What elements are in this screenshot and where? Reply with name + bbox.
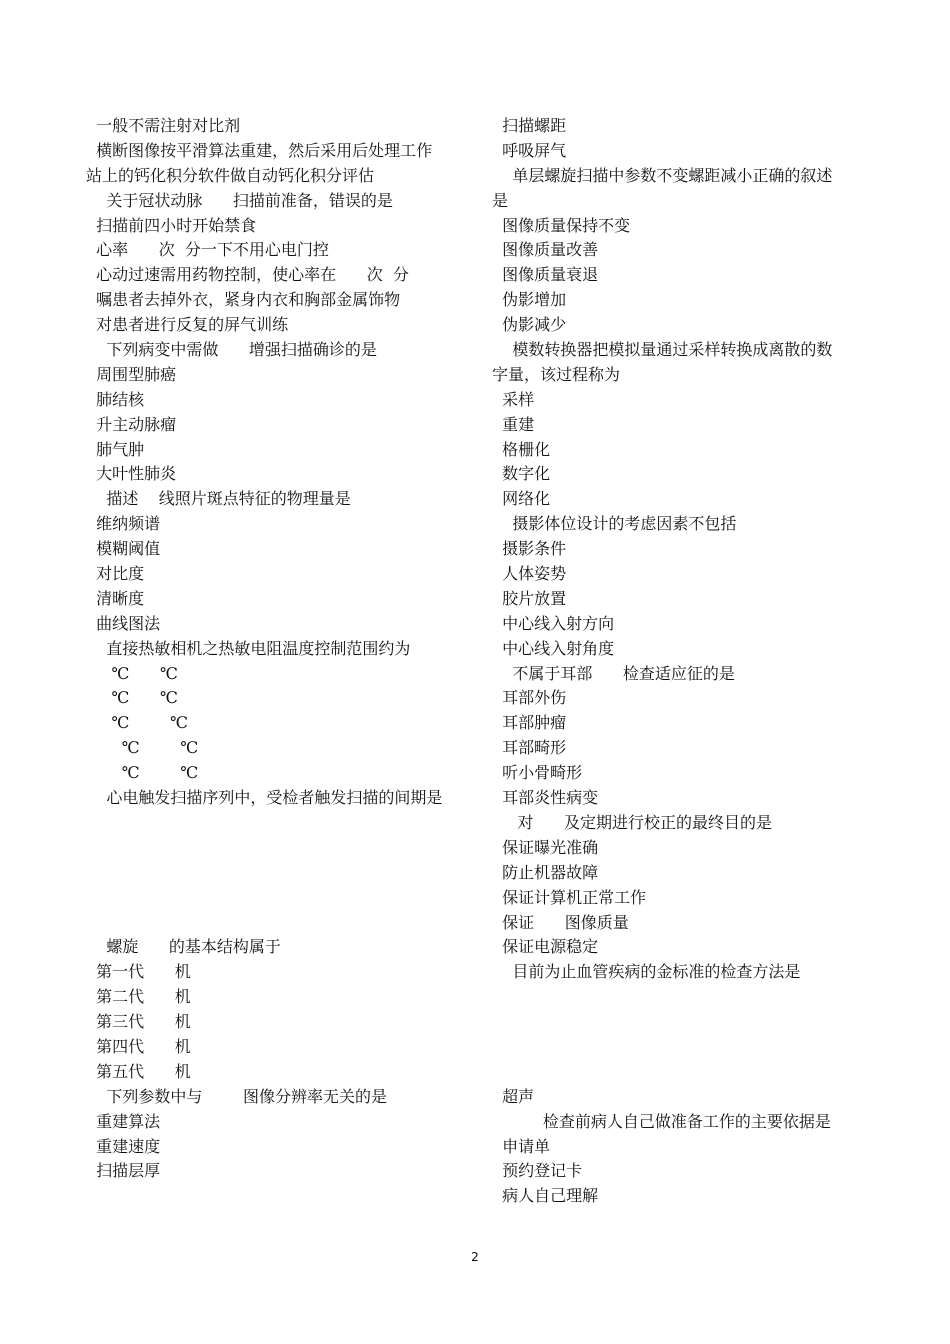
text-line: 模糊阈值 <box>86 539 161 559</box>
text-line: ℃ ℃ <box>86 763 199 783</box>
text-line: ℃ ℃ <box>86 738 199 758</box>
text-line: ℃ ℃ <box>86 688 178 708</box>
text-line: 直接热敏相机之热敏电阻温度控制范围约为 <box>86 638 411 658</box>
text-line: 心动过速需用药物控制，使心率在 次 分 <box>86 265 409 285</box>
text-line: 是 <box>492 190 509 210</box>
text-line: 升主动脉瘤 <box>86 414 177 434</box>
left-column <box>86 114 476 1184</box>
text-line: 下列参数中与 图像分辨率无关的是 <box>86 1086 388 1106</box>
text-line: 站上的钙化积分软件做自动钙化积分评估 <box>86 165 375 185</box>
text-line: 大叶性肺炎 <box>86 464 177 484</box>
text-line: 肺结核 <box>86 389 145 409</box>
text-line: 保证计算机正常工作 <box>492 887 647 907</box>
text-line: 呼吸屏气 <box>492 140 567 160</box>
page-number: 2 <box>471 1250 479 1264</box>
text-line: 人体姿势 <box>492 564 567 584</box>
text-line: 第三代 机 <box>86 1012 191 1032</box>
right-column <box>492 114 872 1209</box>
text-line: 描述 线照片斑点特征的物理量是 <box>86 489 351 509</box>
text-line: 心电触发扫描序列中，受检者触发扫描的间期是 <box>86 788 443 808</box>
text-line: 对患者进行反复的屏气训练 <box>86 315 289 335</box>
text-line: 摄影条件 <box>492 539 567 559</box>
text-line: 第二代 机 <box>86 987 191 1007</box>
text-line: 对比度 <box>86 564 145 584</box>
text-line: 检查前病人自己做准备工作的主要依据是 <box>492 1111 831 1131</box>
text-line: 一般不需注射对比剂 <box>86 116 241 135</box>
text-line: 扫描层厚 <box>86 1161 161 1181</box>
text-line: 图像质量保持不变 <box>492 215 631 235</box>
text-line: 螺旋 的基本结构属于 <box>86 937 281 957</box>
text-line: 下列病变中需做 增强扫描确诊的是 <box>86 340 377 360</box>
text-line: 防止机器故障 <box>492 862 599 882</box>
text-line: 重建速度 <box>86 1136 161 1156</box>
text-line: 胶片放置 <box>492 588 567 608</box>
text-line: 对 及定期进行校正的最终目的是 <box>492 812 772 832</box>
text-line: 第一代 机 <box>86 962 191 982</box>
text-line: 维纳频谱 <box>86 514 161 534</box>
text-line: 第五代 机 <box>86 1061 191 1081</box>
text-line: 预约登记卡 <box>492 1161 583 1181</box>
text-line: 第四代 机 <box>86 1037 191 1056</box>
text-line: 保证曝光准确 <box>492 837 599 857</box>
text-line: 保证电源稳定 <box>492 937 599 957</box>
text-line: ℃ ℃ <box>86 663 178 683</box>
text-line: 清晰度 <box>86 588 145 608</box>
text-line: 耳部畸形 <box>492 738 567 758</box>
text-line: 数字化 <box>492 464 551 484</box>
text-line: 不属于耳部 检查适应征的是 <box>492 663 735 683</box>
text-line: 耳部炎性病变 <box>492 788 599 808</box>
text-line: 曲线图法 <box>86 613 161 633</box>
text-line: 格栅化 <box>492 439 551 459</box>
text-line: 目前为止血管疾病的金标准的检查方法是 <box>492 962 801 982</box>
blank-space <box>492 985 872 1085</box>
text-line: 中心线入射角度 <box>492 638 615 658</box>
text-line: 病人自己理解 <box>492 1186 599 1206</box>
text-line: 扫描前四小时开始禁食 <box>86 215 257 235</box>
text-line: 重建 <box>492 414 535 434</box>
text-line: 超声 <box>492 1086 535 1106</box>
text-line: 网络化 <box>492 489 551 509</box>
text-line: ℃ ℃ <box>86 713 188 733</box>
text-line: 保证 图像质量 <box>492 912 629 932</box>
text-line: 重建算法 <box>86 1111 161 1131</box>
text-line: 伪影增加 <box>492 290 567 310</box>
text-line: 耳部肿瘤 <box>492 713 567 733</box>
text-line: 中心线入射方向 <box>492 613 615 633</box>
text-line: 摄影体位设计的考虑因素不包括 <box>492 514 737 534</box>
text-line: 模数转换器把模拟量通过采样转换成离散的数 <box>492 340 833 360</box>
text-line: 肺气肿 <box>86 439 145 459</box>
text-line: 图像质量衰退 <box>492 265 599 285</box>
text-line: 扫描螺距 <box>492 116 567 135</box>
text-line: 字量，该过程称为 <box>492 364 621 384</box>
text-line: 单层螺旋扫描中参数不变螺距减小正确的叙述 <box>492 165 833 185</box>
text-line: 采样 <box>492 389 535 409</box>
blank-space <box>86 811 476 936</box>
text-line: 图像质量改善 <box>492 240 599 260</box>
text-line: 心率 次 分一下不用心电门控 <box>86 240 329 260</box>
text-line: 伪影减少 <box>492 315 567 335</box>
text-line: 耳部外伤 <box>492 688 567 708</box>
text-line: 横断图像按平滑算法重建，然后采用后处理工作 <box>86 140 433 160</box>
text-line: 申请单 <box>492 1136 551 1156</box>
text-line: 周围型肺癌 <box>86 364 177 384</box>
text-line: 关于冠状动脉 扫描前准备，错误的是 <box>86 190 393 210</box>
text-line: 嘱患者去掉外衣，紧身内衣和胸部金属饰物 <box>86 290 401 310</box>
text-line: 听小骨畸形 <box>492 763 583 783</box>
